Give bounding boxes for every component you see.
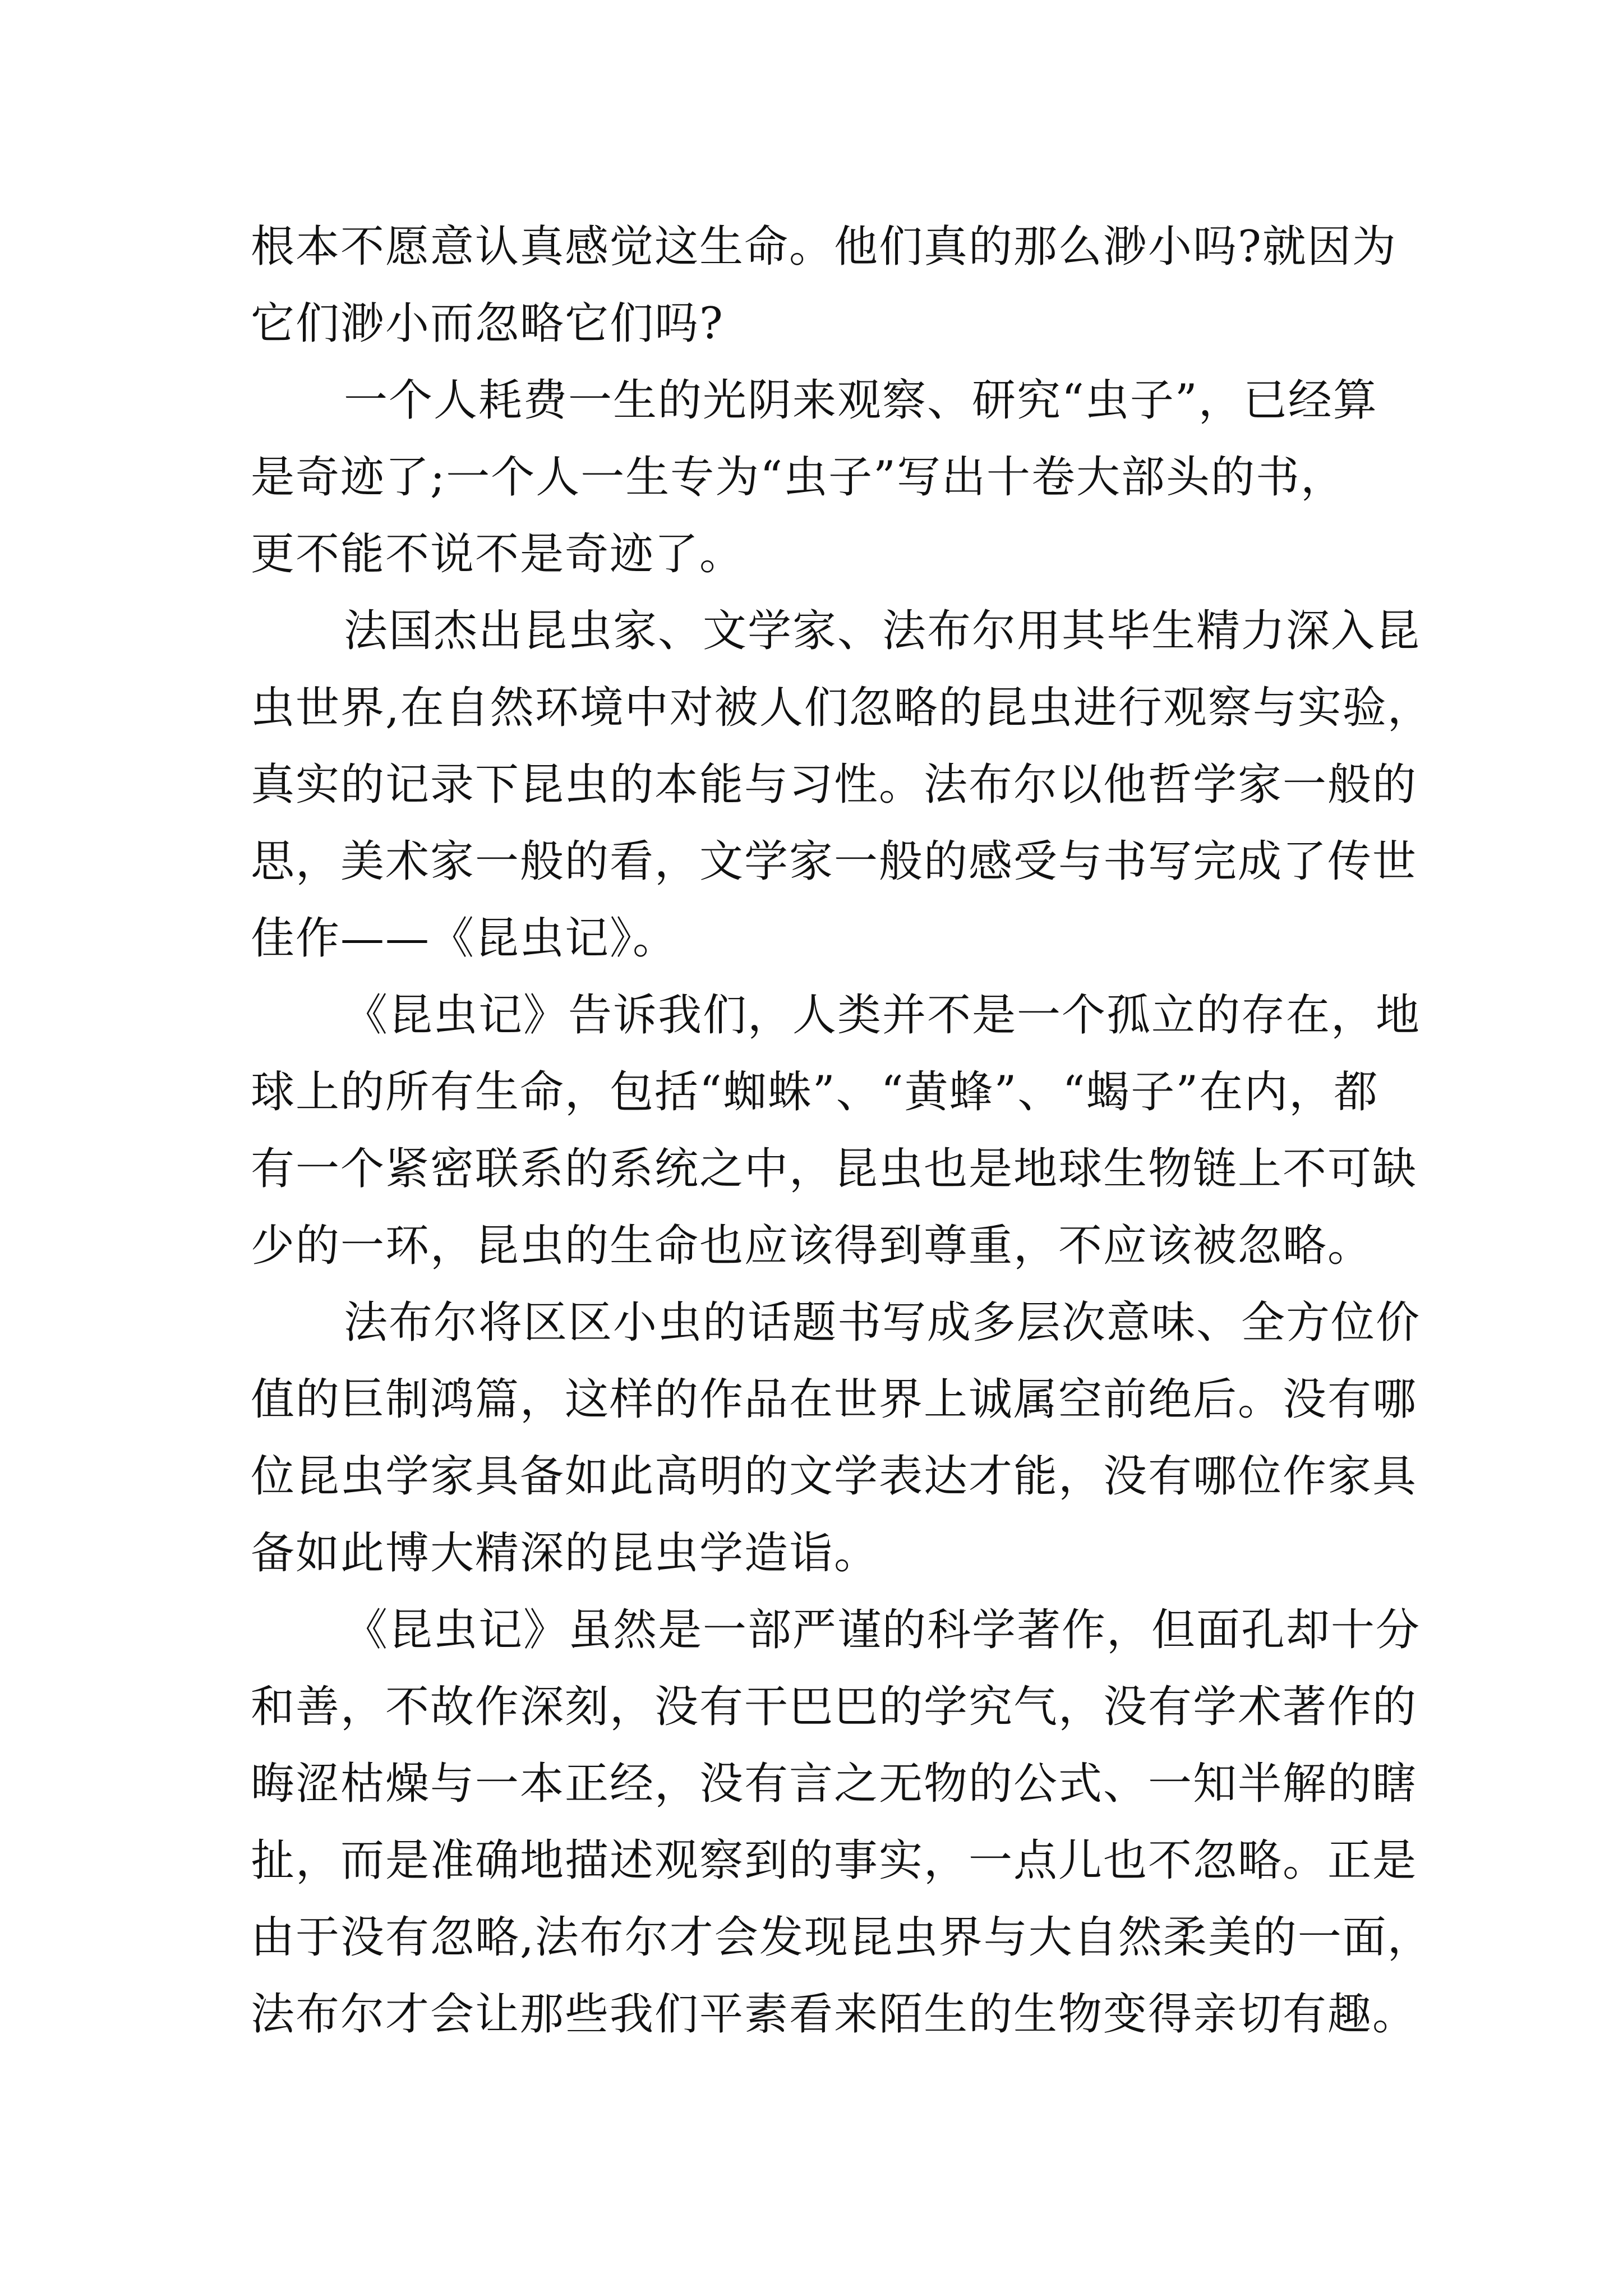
text-line: 根本不愿意认真感觉这生命。他们真的那么渺小吗?就因为 — [251, 222, 1397, 272]
text-line: 思，美术家一般的看，文学家一般的感受与书写完成了传世 — [251, 836, 1418, 887]
text-line: 它们渺小而忽略它们吗? — [251, 298, 724, 349]
text-line: 值的巨制鸿篇，这样的作品在世界上诚属空前绝后。没有哪 — [251, 1374, 1418, 1425]
text-line: 和善，不故作深刻，没有干巴巴的学究气，没有学术著作的 — [251, 1682, 1418, 1732]
text-line: 佳作——《昆虫记》。 — [251, 913, 678, 964]
text-line: 扯，而是准确地描述观察到的事实，一点儿也不忽略。正是 — [251, 1835, 1418, 1886]
text-line: 更不能不说不是奇迹了。 — [251, 529, 745, 579]
text-line: 真实的记录下昆虫的本能与习性。法布尔以他哲学家一般的 — [251, 760, 1418, 810]
text-line: 少的一环，昆虫的生命也应该得到尊重，不应该被忽略。 — [251, 1221, 1373, 1271]
text-line: 是奇迹了;一个人一生专为“虫子”写出十卷大部头的书， — [251, 452, 1346, 503]
document-body — [251, 209, 1432, 2053]
paragraph-first-line: 一个人耗费一生的光阴来观察、研究“虫子”，已经算 — [344, 375, 1378, 426]
paragraph-first-line: 《昆虫记》告诉我们，人类并不是一个孤立的存在，地 — [344, 990, 1421, 1041]
paragraph-first-line: 法国杰出昆虫家、文学家、法布尔用其毕生精力深入昆 — [344, 606, 1421, 656]
text-line: 由于没有忽略,法布尔才会发现昆虫界与大自然柔美的一面， — [251, 1912, 1432, 1963]
text-line: 虫世界,在自然环境中对被人们忽略的昆虫进行观察与实验， — [251, 683, 1432, 733]
text-line: 法布尔才会让那些我们平素看来陌生的生物变得亲切有趣。 — [251, 1989, 1418, 2040]
paragraph-first-line: 法布尔将区区小虫的话题书写成多层次意味、全方位价 — [344, 1297, 1421, 1348]
text-line: 备如此博大精深的昆虫学造诣。 — [251, 1528, 879, 1579]
text-line: 位昆虫学家具备如此高明的文学表达才能，没有哪位作家具 — [251, 1451, 1418, 1502]
text-line: 有一个紧密联系的系统之中，昆虫也是地球生物链上不可缺 — [251, 1144, 1418, 1194]
text-line: 球上的所有生命，包括“蜘蛛”、“黄蜂”、“蝎子”在内，都 — [251, 1067, 1379, 1117]
paragraph-first-line: 《昆虫记》虽然是一部严谨的科学著作，但面孔却十分 — [344, 1605, 1421, 1655]
text-line: 晦涩枯燥与一本正经，没有言之无物的公式、一知半解的瞎 — [251, 1759, 1418, 1809]
